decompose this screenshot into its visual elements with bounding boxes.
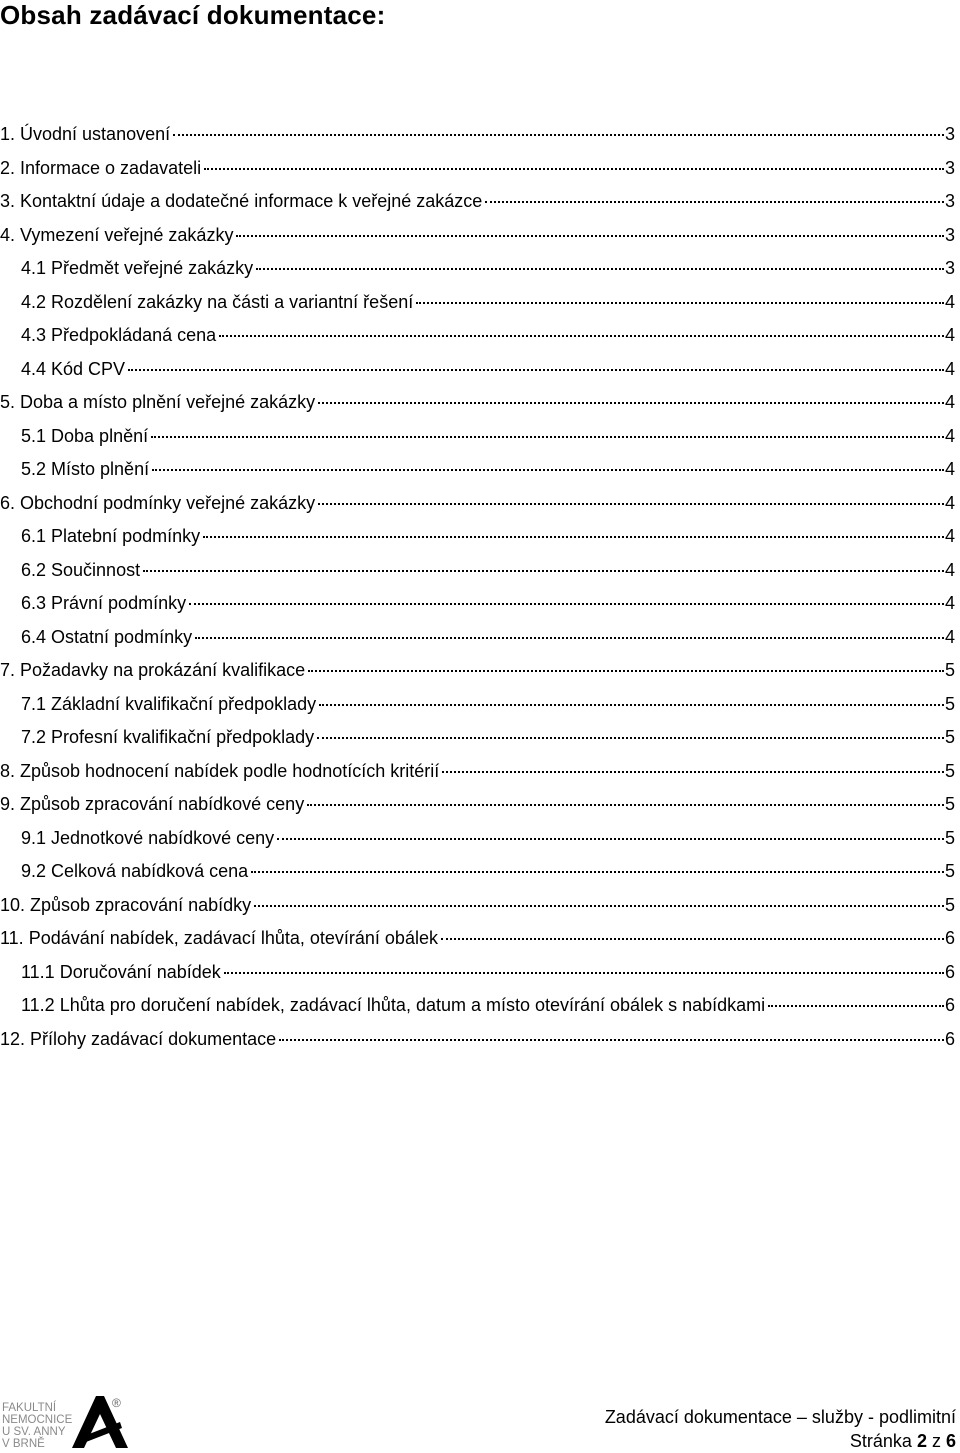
toc-dot-leader <box>128 369 944 371</box>
toc-entry-label: 7.1 Základní kvalifikační předpoklady <box>21 693 317 714</box>
toc-entry-label: 6.2 Součinnost <box>21 559 141 580</box>
footer-page-number <box>605 1429 956 1453</box>
toc-dot-leader <box>442 771 944 773</box>
toc-entry-page: 4 <box>944 593 955 613</box>
toc-entry-label: 9. Způsob zpracování nabídkové ceny <box>0 794 305 814</box>
toc-entry-page: 6 <box>944 1028 955 1049</box>
toc-dot-leader <box>485 201 944 203</box>
toc-dot-leader <box>195 637 944 639</box>
toc-entry-label: 6. Obchodní podmínky veřejné zakázky <box>0 492 316 513</box>
toc-entry[interactable] <box>0 889 955 923</box>
toc-entry-label: 2. Informace o zadavateli <box>0 157 202 178</box>
page-current: 2 <box>916 1431 927 1451</box>
toc-dot-leader <box>279 1039 944 1041</box>
toc-entry-page: 4 <box>944 492 955 513</box>
toc-entry[interactable] <box>0 453 955 487</box>
toc-dot-leader <box>203 536 944 538</box>
toc-dot-leader <box>317 737 944 739</box>
toc-entry[interactable] <box>0 319 955 353</box>
toc-entry-label: 4.2 Rozdělení zakázky na části a variantní řešení <box>21 291 414 312</box>
toc-entry[interactable] <box>0 386 955 420</box>
toc-entry-label: 11. Podávání nabídek, zadávací lhůta, otevírání obálek <box>0 928 438 948</box>
toc-entry-label: 4.1 Předmět veřejné zakázky <box>21 258 254 278</box>
toc-entry-label: 10. Způsob zpracování nabídky <box>0 894 252 915</box>
toc-entry-page: 4 <box>944 526 955 546</box>
toc-entry[interactable] <box>0 587 955 621</box>
toc-entry-label: 7.2 Profesní kvalifikační předpoklady <box>21 727 315 747</box>
toc-entry-page: 5 <box>944 693 955 714</box>
toc-dot-leader <box>308 670 944 672</box>
logo-line: U SV. ANNY <box>2 1426 66 1438</box>
toc-entry[interactable] <box>0 420 955 454</box>
toc-entry[interactable] <box>0 654 955 688</box>
toc-entry[interactable] <box>0 252 955 286</box>
toc-dot-leader <box>416 302 944 304</box>
toc-dot-leader <box>307 804 944 806</box>
page-word: Stránka <box>849 1431 912 1451</box>
toc-entry-page: 3 <box>944 124 955 144</box>
toc-dot-leader <box>318 503 944 505</box>
toc-entry-label: 11.1 Doručování nabídek <box>21 961 221 982</box>
toc-entry-page: 4 <box>944 559 955 580</box>
toc-dot-leader <box>277 838 944 840</box>
toc-dot-leader <box>251 871 944 873</box>
toc-entry[interactable] <box>0 118 955 152</box>
toc-dot-leader <box>143 570 944 572</box>
toc-entry-label: 12. Přílohy zadávací dokumentace <box>0 1028 277 1049</box>
toc-entry-page: 5 <box>944 894 955 915</box>
toc-entry-label: 5. Doba a místo plnění veřejné zakázky <box>0 392 316 412</box>
hospital-logo <box>2 1392 132 1448</box>
page-total: 6 <box>945 1431 956 1451</box>
toc-dot-leader <box>319 704 944 706</box>
toc-entry[interactable] <box>0 185 955 219</box>
toc-entry-page: 4 <box>944 459 955 479</box>
toc-entry-label: 4.4 Kód CPV <box>21 358 126 379</box>
document-heading: Obsah zadávací dokumentace: <box>0 0 386 30</box>
toc-dot-leader <box>256 268 944 270</box>
toc-entry[interactable] <box>0 956 955 990</box>
toc-entry-label: 7. Požadavky na prokázání kvalifikace <box>0 660 306 680</box>
toc-entry[interactable] <box>0 520 955 554</box>
toc-entry-label: 6.1 Platební podmínky <box>21 526 201 546</box>
toc-dot-leader <box>441 938 944 940</box>
toc-entry-label: 9.2 Celková nabídková cena <box>21 861 249 881</box>
toc-entry[interactable] <box>0 721 955 755</box>
logo-line: V BRNĚ <box>2 1438 45 1450</box>
logo-line: FAKULTNÍ <box>2 1402 57 1414</box>
toc-entry-label: 8. Způsob hodnocení nabídek podle hodnotících kritérií <box>0 760 440 781</box>
toc-entry-page: 4 <box>944 392 955 412</box>
toc-dot-leader <box>236 235 944 237</box>
page-of: z <box>931 1431 941 1451</box>
toc-entry-label: 4.3 Předpokládaná cena <box>21 325 217 345</box>
toc-entry-page: 4 <box>944 358 955 379</box>
logo-line: NEMOCNICE <box>2 1414 73 1426</box>
toc-entry[interactable] <box>0 688 955 722</box>
toc-entry[interactable] <box>0 922 955 956</box>
toc-entry-page: 3 <box>944 191 955 211</box>
toc-entry[interactable] <box>0 219 955 253</box>
toc-entry-label: 6.3 Právní podmínky <box>21 593 187 613</box>
toc-entry-page: 4 <box>944 425 955 446</box>
toc-dot-leader <box>254 905 944 907</box>
toc-entry-label: 4. Vymezení veřejné zakázky <box>0 224 234 245</box>
toc-dot-leader <box>151 436 944 438</box>
toc-entry[interactable] <box>0 1023 955 1057</box>
toc-entry-page: 3 <box>944 224 955 245</box>
toc-entry-page: 4 <box>944 626 955 647</box>
toc-entry-page: 3 <box>944 157 955 178</box>
toc-entry-label: 5.1 Doba plnění <box>21 425 149 446</box>
toc-entry-page: 6 <box>944 995 955 1015</box>
registered-mark: ® <box>112 1396 121 1410</box>
toc-dot-leader <box>152 469 944 471</box>
toc-entry[interactable] <box>0 788 955 822</box>
toc-dot-leader <box>224 972 944 974</box>
toc-entry-page: 5 <box>944 660 955 680</box>
toc-entry[interactable] <box>0 755 955 789</box>
page-footer <box>605 1405 956 1453</box>
toc-entry-page: 3 <box>944 258 955 278</box>
toc-entry[interactable] <box>0 621 955 655</box>
toc-entry[interactable] <box>0 286 955 320</box>
toc-entry-label: 6.4 Ostatní podmínky <box>21 626 193 647</box>
toc-entry-label: 11.2 Lhůta pro doručení nabídek, zadávací lhůta, datum a místo otevírání obálek s nabídkami <box>21 995 766 1015</box>
toc-dot-leader <box>219 335 944 337</box>
toc-entry-label: 3. Kontaktní údaje a dodatečné informace k veřejné zakázce <box>0 191 483 211</box>
toc-entry[interactable] <box>0 855 955 889</box>
toc-entry[interactable] <box>0 989 955 1023</box>
toc-dot-leader <box>768 1005 944 1007</box>
table-of-contents <box>0 118 955 1056</box>
footer-doc-title: Zadávací dokumentace – služby - podlimitní <box>604 1407 956 1427</box>
toc-dot-leader <box>204 168 944 170</box>
toc-dot-leader <box>173 134 944 136</box>
logo-text <box>2 1402 72 1450</box>
toc-entry-page: 5 <box>944 794 955 814</box>
toc-entry-page: 5 <box>944 827 955 848</box>
toc-entry-page: 6 <box>944 961 955 982</box>
toc-entry-page: 5 <box>944 861 955 881</box>
toc-entry-page: 5 <box>944 760 955 781</box>
toc-entry-page: 5 <box>944 727 955 747</box>
logo-a-mark-icon <box>70 1392 132 1448</box>
toc-entry-page: 4 <box>944 291 955 312</box>
toc-entry[interactable] <box>0 822 955 856</box>
toc-entry[interactable] <box>0 152 955 186</box>
toc-dot-leader <box>189 603 944 605</box>
toc-entry-label: 9.1 Jednotkové nabídkové ceny <box>21 827 275 848</box>
toc-entry-page: 6 <box>944 928 955 948</box>
toc-entry-label: 1. Úvodní ustanovení <box>0 124 171 144</box>
toc-entry[interactable] <box>0 353 955 387</box>
toc-entry[interactable] <box>0 554 955 588</box>
toc-dot-leader <box>318 402 944 404</box>
toc-entry[interactable] <box>0 487 955 521</box>
toc-entry-page: 4 <box>944 325 955 345</box>
toc-entry-label: 5.2 Místo plnění <box>21 459 150 479</box>
